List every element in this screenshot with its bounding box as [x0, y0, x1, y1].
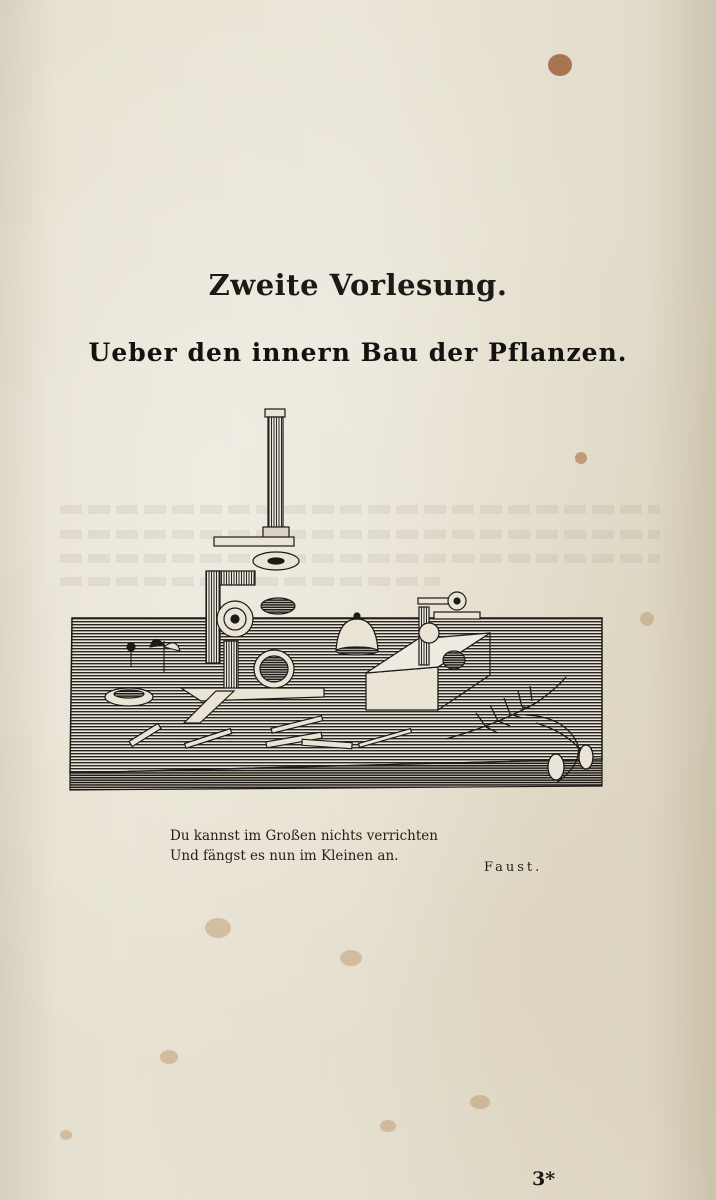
lecture-subtitle: Ueber den innern Bau der Pflanzen.	[88, 338, 628, 367]
foxing-stain	[640, 612, 654, 626]
foxing-stain	[205, 918, 231, 938]
page-number: 3*	[532, 1168, 556, 1190]
microscope-engraving	[66, 405, 608, 797]
table-surface	[70, 618, 602, 790]
foxing-stain	[160, 1050, 178, 1064]
epigraph-line: Und fängst es nun im Kleinen an.	[170, 848, 399, 864]
foxing-stain	[340, 950, 362, 966]
foxing-stain	[60, 1130, 72, 1140]
epigraph-attribution: Faust.	[484, 860, 543, 875]
watch-glass	[105, 688, 153, 706]
lecture-title: Zweite Vorlesung.	[208, 268, 508, 302]
foxing-stain	[470, 1095, 490, 1109]
foxing-stain	[548, 54, 572, 76]
foxing-stain	[380, 1120, 396, 1132]
epigraph-line: Du kannst im Großen nichts verrichten	[170, 828, 438, 844]
